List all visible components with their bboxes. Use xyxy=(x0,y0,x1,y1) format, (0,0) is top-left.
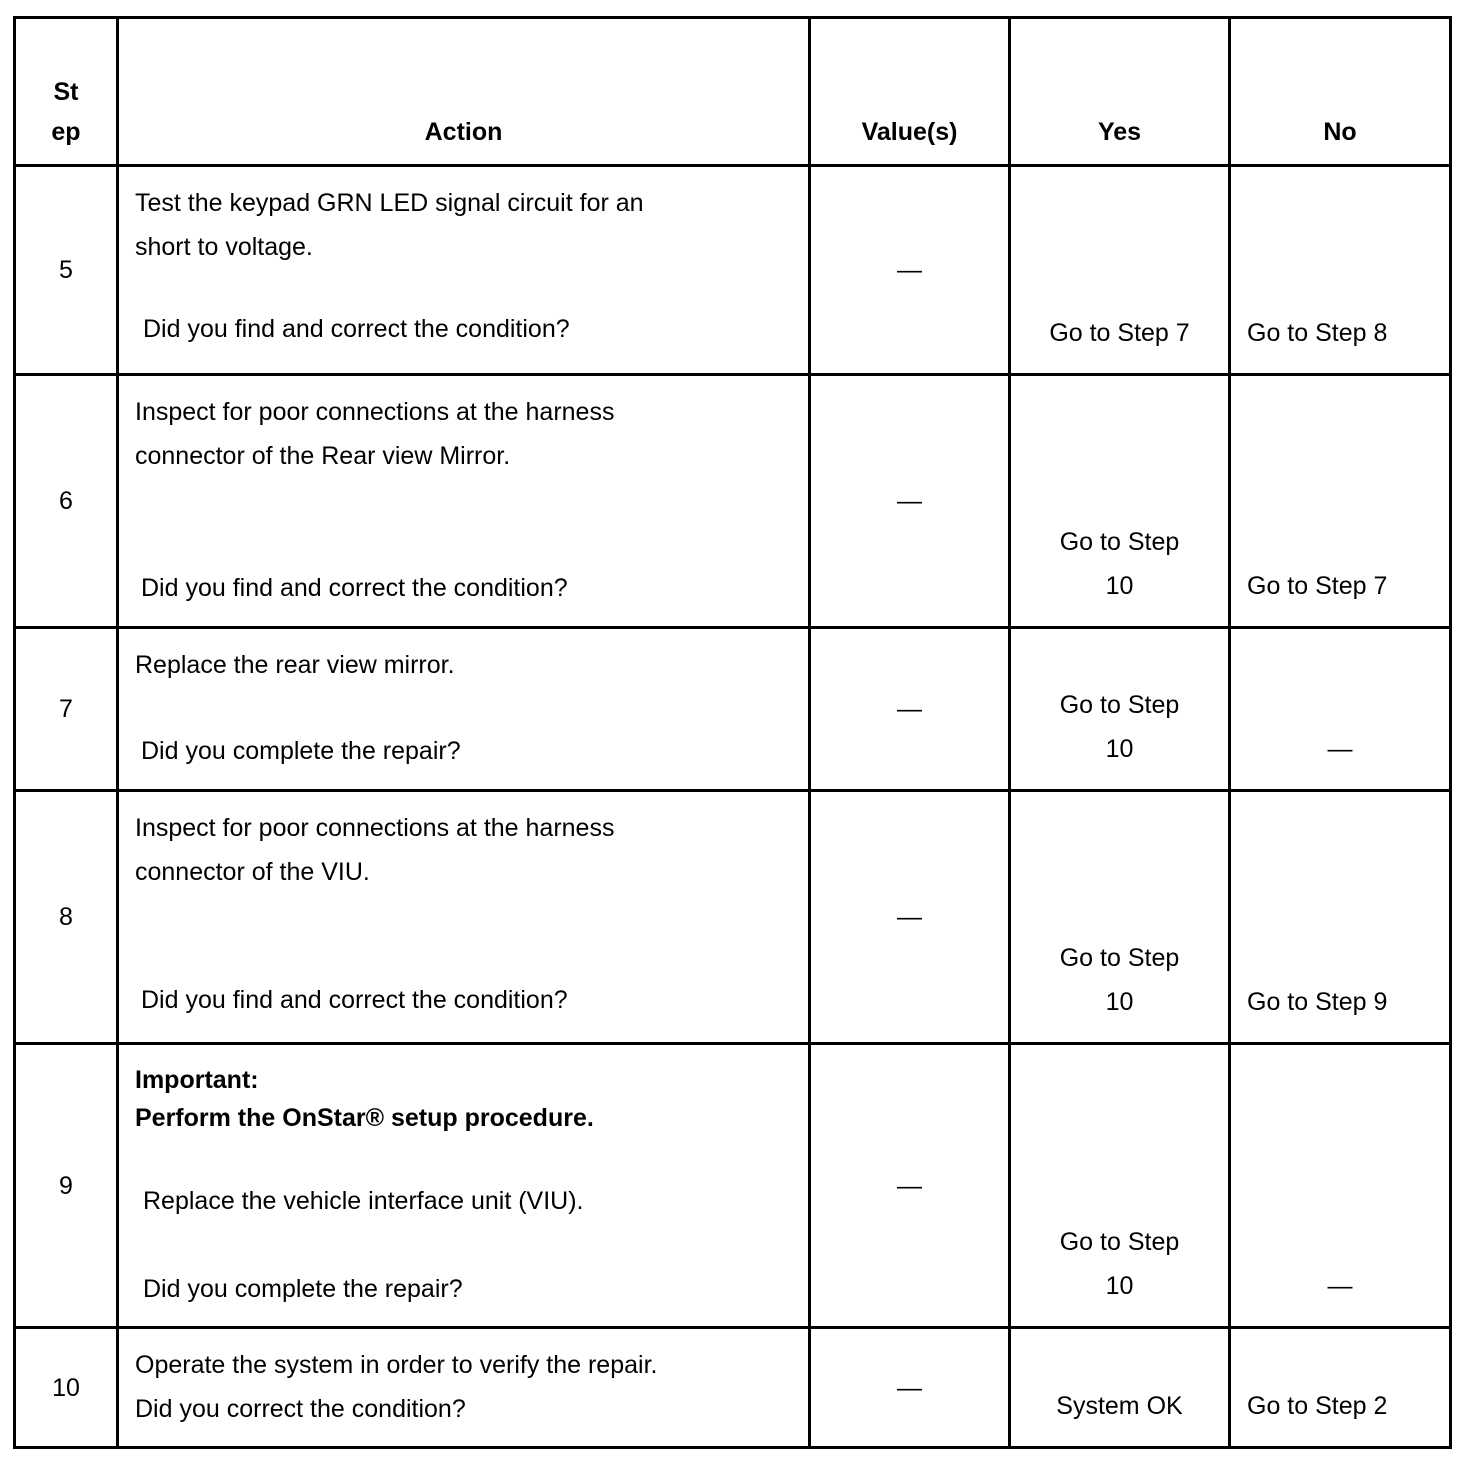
header-step: St ep xyxy=(15,18,118,166)
action-question: Did you find and correct the condition? xyxy=(141,986,568,1014)
yes-line: 10 xyxy=(1105,572,1134,600)
value-cell: — xyxy=(810,166,1010,375)
yes-line: Go to Step 7 xyxy=(1049,319,1190,347)
action-line: connector of the Rear view Mirror. xyxy=(135,442,511,470)
yes-cell xyxy=(1010,1328,1230,1448)
action-question: Did you correct the condition? xyxy=(135,1395,466,1423)
important-text: Perform the OnStar® setup procedure. xyxy=(135,1104,594,1132)
table-row xyxy=(15,791,1451,1044)
yes-line: System OK xyxy=(1056,1392,1183,1420)
important-label: Important: xyxy=(135,1066,259,1094)
action-line: Test the keypad GRN LED signal circuit for an xyxy=(135,189,644,217)
action-line: Replace the rear view mirror. xyxy=(135,651,455,679)
action-line: Inspect for poor connections at the harness xyxy=(135,398,615,426)
yes-line: Go to Step xyxy=(1059,1228,1180,1256)
yes-line: Go to Step xyxy=(1059,944,1180,972)
yes-cell xyxy=(1010,166,1230,375)
step-number: 10 xyxy=(15,1328,118,1448)
action-line: Replace the vehicle interface unit (VIU). xyxy=(143,1187,584,1215)
value-cell: — xyxy=(810,791,1010,1044)
no-cell: Go to Step 7 xyxy=(1230,375,1451,628)
table-row xyxy=(15,1044,1451,1328)
header-no: No xyxy=(1230,18,1451,166)
action-line: Inspect for poor connections at the harness xyxy=(135,814,615,842)
action-cell xyxy=(118,1328,810,1448)
yes-cell xyxy=(1010,628,1230,791)
header-action: Action xyxy=(118,18,810,166)
diagnostic-table xyxy=(13,16,1452,1449)
no-cell: — xyxy=(1230,1044,1451,1328)
header-values: Value(s) xyxy=(810,18,1010,166)
action-question: Did you complete the repair? xyxy=(143,1275,463,1303)
yes-line: Go to Step xyxy=(1059,528,1180,556)
action-question: Did you find and correct the condition? xyxy=(141,574,568,602)
value-cell: — xyxy=(810,1328,1010,1448)
no-cell: Go to Step 2 xyxy=(1230,1328,1451,1448)
step-number: 6 xyxy=(15,375,118,628)
step-number: 7 xyxy=(15,628,118,791)
header-row xyxy=(15,18,1451,166)
step-number: 9 xyxy=(15,1044,118,1328)
no-cell: — xyxy=(1230,628,1451,791)
action-cell xyxy=(118,791,810,1044)
action-cell xyxy=(118,375,810,628)
step-number: 5 xyxy=(15,166,118,375)
value-cell: — xyxy=(810,1044,1010,1328)
yes-line: 10 xyxy=(1105,988,1134,1016)
yes-cell xyxy=(1010,375,1230,628)
no-cell: Go to Step 9 xyxy=(1230,791,1451,1044)
table-row xyxy=(15,628,1451,791)
yes-cell xyxy=(1010,1044,1230,1328)
no-cell: Go to Step 8 xyxy=(1230,166,1451,375)
action-cell xyxy=(118,1044,810,1328)
action-line: Operate the system in order to verify the repair. xyxy=(135,1351,658,1379)
value-cell: — xyxy=(810,628,1010,791)
yes-cell xyxy=(1010,791,1230,1044)
action-cell xyxy=(118,166,810,375)
action-line: connector of the VIU. xyxy=(135,858,370,886)
yes-line: 10 xyxy=(1105,1272,1134,1300)
header-yes: Yes xyxy=(1010,18,1230,166)
table-row xyxy=(15,1328,1451,1448)
yes-line: Go to Step xyxy=(1059,691,1180,719)
action-cell xyxy=(118,628,810,791)
action-question: Did you find and correct the condition? xyxy=(143,315,570,343)
table-row xyxy=(15,375,1451,628)
action-line: short to voltage. xyxy=(135,233,313,261)
value-cell: — xyxy=(810,375,1010,628)
yes-line: 10 xyxy=(1105,735,1134,763)
action-question: Did you complete the repair? xyxy=(141,737,461,765)
step-number: 8 xyxy=(15,791,118,1044)
table-row xyxy=(15,166,1451,375)
